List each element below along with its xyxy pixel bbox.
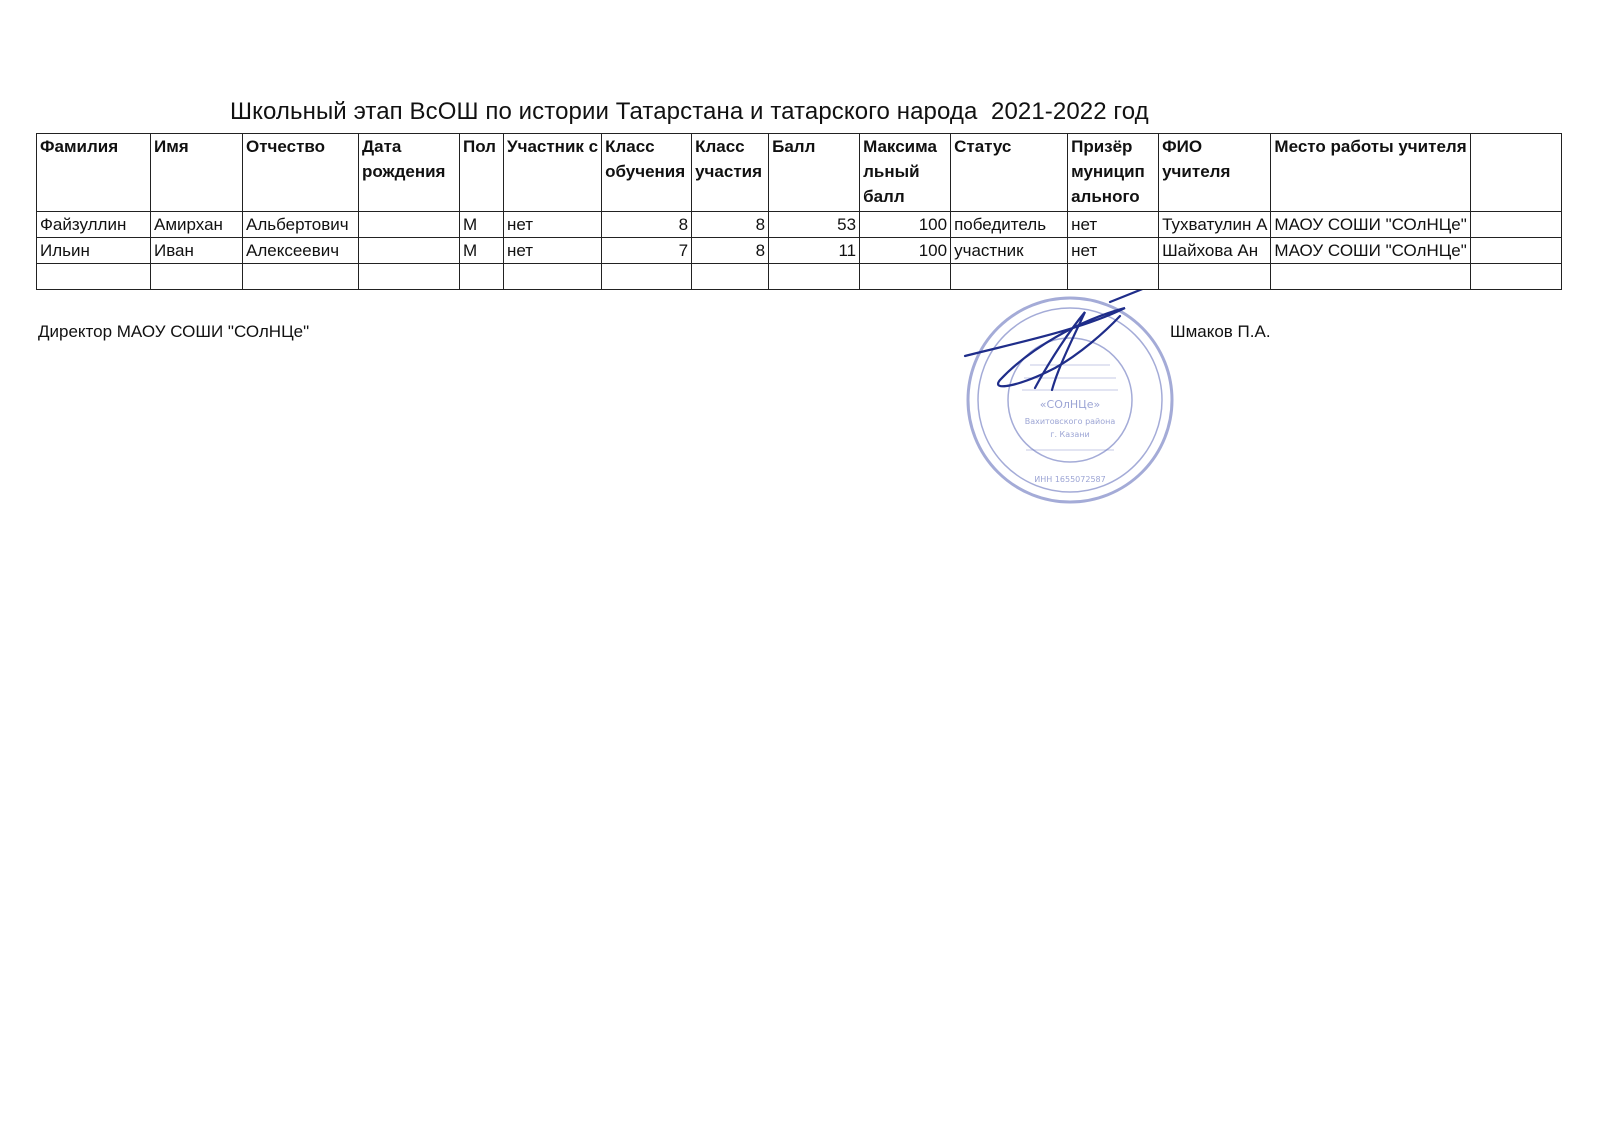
empty-cell xyxy=(1068,264,1159,290)
cell-status: участник xyxy=(951,238,1068,264)
stamp-inn: ИНН 1655072587 xyxy=(1034,475,1106,484)
table-header-row xyxy=(37,134,1562,212)
column-header: Место работы учителя xyxy=(1271,134,1470,212)
cell-prize-municipal: нет xyxy=(1068,212,1159,238)
signatory-name: Шмаков П.А. xyxy=(1170,322,1271,341)
empty-cell xyxy=(151,264,243,290)
cell-workplace: МАОУ СОШИ "СОлНЦе" xyxy=(1271,238,1470,264)
cell-surname: Файзуллин xyxy=(37,212,151,238)
column-header: Класс участия xyxy=(692,134,769,212)
empty-cell xyxy=(1470,264,1561,290)
column-header: Имя xyxy=(151,134,243,212)
column-header: Статус xyxy=(951,134,1068,212)
empty-cell xyxy=(692,264,769,290)
stamp-city: г. Казани xyxy=(1050,430,1090,439)
cell-participant: нет xyxy=(504,212,602,238)
cell-extra xyxy=(1470,238,1561,264)
results-table xyxy=(36,133,1562,290)
cell-name: Амирхан xyxy=(151,212,243,238)
table-row-empty xyxy=(37,264,1562,290)
cell-workplace: МАОУ СОШИ "СОлНЦе" xyxy=(1271,212,1470,238)
cell-surname: Ильин xyxy=(37,238,151,264)
cell-prize-municipal: нет xyxy=(1068,238,1159,264)
column-header: Участник с xyxy=(504,134,602,212)
cell-class-part: 8 xyxy=(692,212,769,238)
cell-class-part: 8 xyxy=(692,238,769,264)
page-title: Школьный этап ВсОШ по истории Татарстана и татарского народа 2021-2022 год xyxy=(230,98,1149,125)
stamp-org: «СОлНЦе» xyxy=(1039,398,1101,411)
cell-teacher: Тухватулин А xyxy=(1159,212,1271,238)
empty-cell xyxy=(860,264,951,290)
column-header: Дата рождения xyxy=(359,134,460,212)
director-label: Директор МАОУ СОШИ "СОлНЦе" xyxy=(38,322,310,341)
column-header: Фамилия xyxy=(37,134,151,212)
empty-cell xyxy=(359,264,460,290)
cell-patronymic: Алексеевич xyxy=(243,238,359,264)
cell-max-score: 100 xyxy=(860,238,951,264)
empty-cell xyxy=(1159,264,1271,290)
column-header: Призёр муницип ального xyxy=(1068,134,1159,212)
cell-score: 53 xyxy=(769,212,860,238)
cell-patronymic: Альбертович xyxy=(243,212,359,238)
empty-cell xyxy=(460,264,504,290)
empty-cell xyxy=(602,264,692,290)
empty-cell xyxy=(243,264,359,290)
cell-sex: М xyxy=(460,212,504,238)
column-header: Отчество xyxy=(243,134,359,212)
column-header: Максима льный балл xyxy=(860,134,951,212)
column-header xyxy=(1470,134,1561,212)
cell-name: Иван xyxy=(151,238,243,264)
cell-class-study: 7 xyxy=(602,238,692,264)
cell-max-score: 100 xyxy=(860,212,951,238)
empty-cell xyxy=(504,264,602,290)
empty-cell xyxy=(951,264,1068,290)
column-header: Пол xyxy=(460,134,504,212)
column-header: Класс обучения xyxy=(602,134,692,212)
cell-class-study: 8 xyxy=(602,212,692,238)
table-row xyxy=(37,212,1562,238)
table-row xyxy=(37,238,1562,264)
cell-sex: М xyxy=(460,238,504,264)
cell-birthdate xyxy=(359,212,460,238)
cell-participant: нет xyxy=(504,238,602,264)
cell-status: победитель xyxy=(951,212,1068,238)
empty-cell xyxy=(37,264,151,290)
cell-extra xyxy=(1470,212,1561,238)
official-stamp xyxy=(960,290,1180,510)
cell-score: 11 xyxy=(769,238,860,264)
empty-cell xyxy=(769,264,860,290)
stamp-district: Вахитовского района xyxy=(1024,417,1116,426)
cell-teacher: Шайхова Ан xyxy=(1159,238,1271,264)
cell-birthdate xyxy=(359,238,460,264)
empty-cell xyxy=(1271,264,1470,290)
column-header: ФИО учителя xyxy=(1159,134,1271,212)
column-header: Балл xyxy=(769,134,860,212)
